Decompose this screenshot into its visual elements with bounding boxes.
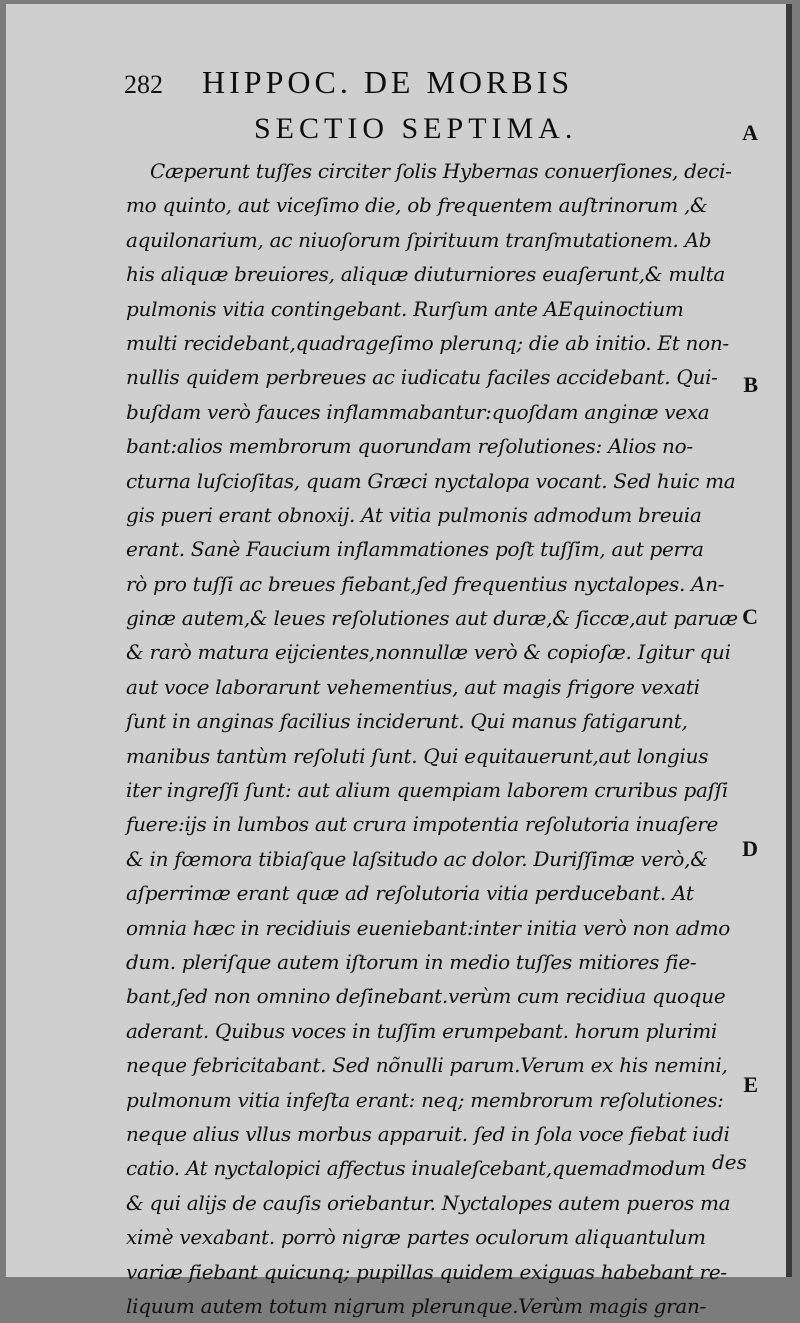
text-line: erant. Sanè Faucium inflammationes poſt tuſſim, aut perra: [126, 537, 704, 562]
text-line: ſunt in anginas facilius inciderunt. Qui manus fatigarunt,: [126, 709, 688, 734]
margin-letter-e: E: [743, 1072, 758, 1097]
running-head: HIPPOC. DE MORBIS: [202, 64, 574, 100]
text-line: variæ fiebant quicunq; pupillas quidem exiguas habebant re-: [126, 1259, 727, 1284]
text-line: ximè vexabant. porrò nigræ partes oculorum aliquantulum: [126, 1225, 706, 1250]
text-line: nullis quidem perbreues ac iudicatu faciles accidebant. Qui-: [126, 365, 718, 390]
text-line: iter ingreſſi ſunt: aut alium quempiam laborem cruribus paſſi: [126, 778, 728, 803]
text-line: neque febricitabant. Sed nõnulli parum.Verum ex his nemini,: [126, 1053, 728, 1078]
text-line: & in fœmora tibiaſque laſsitudo ac dolor. Duriſſimæ verò,&: [126, 846, 708, 871]
text-line: omnia hæc in recidiuis eueniebant:inter initia verò non admo: [126, 915, 731, 940]
text-line: rò pro tuſſi ac breues fiebant,ſed frequentius nyctalopes. An-: [126, 571, 725, 596]
text-line: & qui alijs de cauſis oriebantur. Nyctalopes autem pueros ma: [126, 1190, 731, 1215]
text-line: liquum autem totum nigrum plerunque.Verùm magis gran-: [126, 1293, 707, 1318]
text-line: manibus tantùm reſoluti ſunt. Qui equitauerunt,aut longius: [126, 743, 709, 768]
section-title: SECTIO SEPTIMA.: [254, 112, 578, 145]
text-line: Cæperunt tuſſes circiter ſolis Hybernas conuerſiones, deci-: [150, 159, 732, 183]
text-line: & rarò matura eijcientes,nonnullæ verò & copioſæ. Igitur qui: [126, 640, 731, 665]
text-line: bant:alios membrorum quorundam reſolutiones: Alios no-: [126, 434, 693, 459]
text-line: pulmonum vitia infeſta erant: neq; membrorum reſolutiones:: [126, 1087, 724, 1112]
text-line: neque alius vllus morbus apparuit. ſed in ſola voce fiebat iudi: [126, 1121, 730, 1146]
text-line: his aliquæ breuiores, aliquæ diuturniores euaſerunt,& multa: [126, 262, 726, 287]
text-line: aut voce laborarunt vehementius, aut magis frigore vexati: [126, 674, 700, 699]
text-line: aquilonarium, ac niuoſorum ſpirituum tranſmutationem. Ab: [126, 227, 712, 252]
text-line: multi recidebant,quadrageſimo plerunq; die ab initio. Et non-: [126, 330, 729, 355]
text-line: bant,ſed non omnino deſinebant.verùm cum recidiua quoque: [126, 984, 726, 1009]
text-line: buſdam verò fauces inflammabantur:quoſdam anginæ vexa: [126, 399, 710, 424]
margin-letter-d: D: [742, 836, 758, 861]
book-page: [6, 4, 792, 1318]
text-line: ginæ autem,& leues reſolutiones aut duræ,& ſiccæ,aut paruæ: [126, 606, 738, 631]
text-line: aſperrimæ erant quæ ad reſolutoria vitia perducebant. At: [126, 881, 694, 906]
text-line: gis pueri erant obnoxij. At vitia pulmonis admodum breuia: [126, 502, 702, 527]
body-text: [126, 154, 754, 1323]
margin-letter-a: A: [742, 120, 758, 145]
margin-letter-c: C: [742, 604, 758, 629]
page-number: 282: [124, 70, 163, 99]
page-header: [124, 62, 684, 106]
text-line: dum. pleriſque autem iſtorum in medio tuſſes mitiores fie-: [126, 949, 697, 974]
text-line: pulmonis vitia contingebant. Rurſum ante AEquinoctium: [126, 296, 684, 321]
text-line: cturna luſcioſitas, quam Græci nyctalopa vocant. Sed huic ma: [126, 468, 736, 493]
text-line: catio. At nyctalopici affectus inualeſcebant,quemadmodum: [126, 1156, 706, 1181]
text-line: mo quinto, aut viceſimo die, ob frequentem auſtrinorum ,&: [126, 193, 708, 218]
text-line: aderant. Quibus voces in tuſſim erumpebant. horum plurimi: [126, 1018, 717, 1043]
catchword: des: [712, 1150, 747, 1174]
text-line: fuere:ijs in lumbos aut crura impotentia reſolutoria inuaſere: [126, 812, 719, 837]
margin-letter-b: B: [743, 372, 758, 397]
